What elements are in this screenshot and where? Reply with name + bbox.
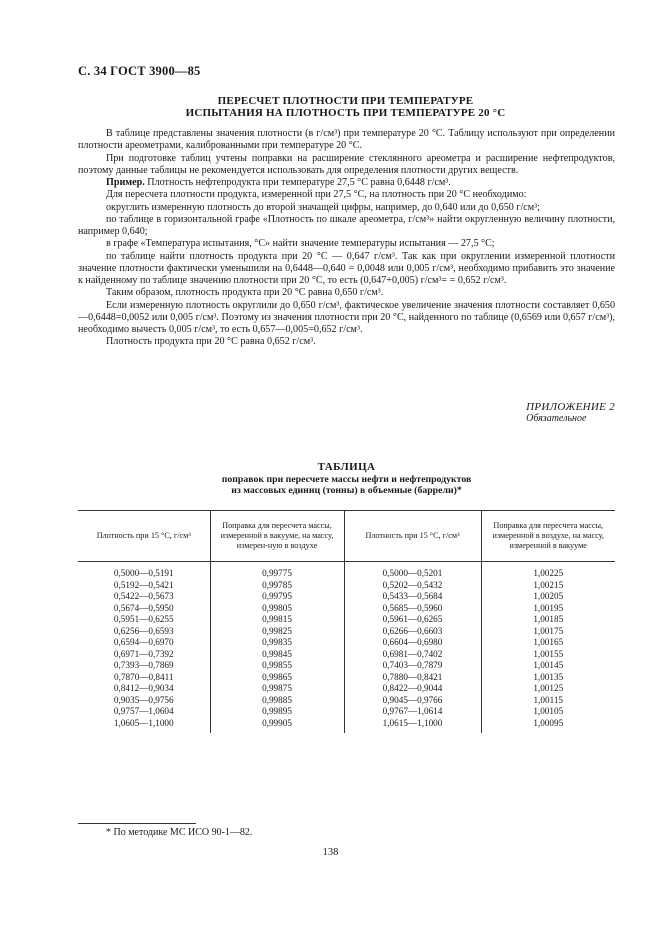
table-cell: 0,5000—0,5201 xyxy=(344,562,481,580)
table-cell: 0,99905 xyxy=(210,718,344,734)
footnote-divider xyxy=(78,823,196,824)
table-row xyxy=(78,603,615,615)
paragraph: в графе «Температура испытания, °С» найти значение температуры испытания — 27,5 °С; xyxy=(106,238,495,250)
example-text: Плотность нефтепродукта при температуре 27,5 °С равна 0,6448 г/см³. xyxy=(144,177,451,188)
table-cell: 0,6594—0,6970 xyxy=(113,637,174,647)
paragraph: Таким образом, плотность продукта при 20 °С равна 0,650 г/см³. xyxy=(106,287,384,299)
section-title xyxy=(78,95,613,119)
table-cell: 0,5000—0,5191 xyxy=(113,568,174,578)
table-cell: 0,99895 xyxy=(210,706,344,718)
table-cell: 1,00145 xyxy=(481,660,615,672)
table-cell: 0,5951—0,6255 xyxy=(113,614,174,624)
table-cell: 0,99815 xyxy=(210,614,344,626)
table-cell: 1,0615—1,1000 xyxy=(344,718,481,734)
table-cell: 0,6981—0,7402 xyxy=(344,649,481,661)
table-cell: 0,99885 xyxy=(210,695,344,707)
page-number: 138 xyxy=(322,847,339,858)
paragraph: Плотность продукта при 20 °С равна 0,652 г/см³. xyxy=(106,336,316,348)
table-cell: 1,00175 xyxy=(481,626,615,638)
table-cell: 1,00195 xyxy=(481,603,615,615)
table-cell: 0,7880—0,8421 xyxy=(344,672,481,684)
table-cell: 0,99865 xyxy=(210,672,344,684)
table-cell: 1,00095 xyxy=(481,718,615,734)
table-row xyxy=(78,683,615,695)
table-cell: 1,00185 xyxy=(481,614,615,626)
table-cell: 1,00155 xyxy=(481,649,615,661)
table-cell: 0,6266—0,6603 xyxy=(344,626,481,638)
column-header: Плотность при 15 °С, г/см³ xyxy=(344,511,481,562)
table-cell: 0,7393—0,7869 xyxy=(113,660,174,670)
table-cell: 0,5202—0,5432 xyxy=(344,580,481,592)
table-cell: 0,9757—1,0604 xyxy=(113,706,174,716)
table-row xyxy=(78,562,615,580)
table-cell: 0,5433—0,5684 xyxy=(344,591,481,603)
table-cell: 0,99805 xyxy=(210,603,344,615)
table-cell: 0,99795 xyxy=(210,591,344,603)
table-subtitle-line-1: поправок при пересчете массы нефти и нефтепродуктов xyxy=(221,473,472,485)
table-cell: 0,5422—0,5673 xyxy=(113,591,174,601)
table-cell: 0,99825 xyxy=(210,626,344,638)
column-header: Поправка для пересчета массы, измеренной в вакууме, на массу, измерен-ную в воздухе xyxy=(210,511,344,562)
table-cell: 1,00125 xyxy=(481,683,615,695)
column-header: Плотность при 15 °С, г/см³ xyxy=(78,511,210,562)
table-row xyxy=(78,660,615,672)
table-cell: 0,8412—0,9034 xyxy=(113,683,174,693)
table-cell: 0,99775 xyxy=(210,562,344,580)
table-cell: 0,9767—1,0614 xyxy=(344,706,481,718)
paragraph: Если измеренную плотность округлили до 0,650 г/см³, фактическое увеличение значения плотности составляет 0,650—0,6448=0,0052 или 0,005 г/см³. Поэтому из значения плотности при 20 °С, найденного по таблице (0,6569 или 0,657 г/см³), необходимо вычесть 0,005 г/см³, то есть 0,657—0,005=0,652 г/см³. xyxy=(78,299,615,335)
appendix-status: Обязательное xyxy=(526,413,587,424)
table-cell: 1,00225 xyxy=(481,562,615,580)
table-header-row xyxy=(78,511,615,562)
table-cell: 1,0605—1,1000 xyxy=(113,717,174,728)
table-cell: 1,00165 xyxy=(481,637,615,649)
table-cell: 0,9045—0,9766 xyxy=(344,695,481,707)
paragraph: Для пересчета плотности продукта, измеренной при 27,5 °С, на плотность при 20 °С необходимо: xyxy=(106,189,527,201)
table-row xyxy=(78,695,615,707)
table-row xyxy=(78,580,615,592)
example-label: Пример. xyxy=(106,177,145,188)
table-cell: 0,7870—0,8411 xyxy=(114,671,174,682)
table-cell: 0,7403—0,7879 xyxy=(344,660,481,672)
table-row xyxy=(78,591,615,603)
table-cell: 0,9035—0,9756 xyxy=(113,694,174,705)
table-cell: 1,00135 xyxy=(481,672,615,684)
paragraph: В таблице представлены значения плотности (в г/см³) при температуре 20 °С. Таблицу используют при определении плотности ареометрами, калиброванными при температуре 20 °С. xyxy=(78,128,615,152)
paragraph: округлить измеренную плотность до второй значащей цифры, например, до 0,640 или до 0,650 г/см³; xyxy=(106,201,540,213)
table-cell: 1,00105 xyxy=(481,706,615,718)
table-row xyxy=(78,706,615,718)
table-row xyxy=(78,637,615,649)
section-title-line-1: ПЕРЕСЧЕТ ПЛОТНОСТИ ПРИ ТЕМПЕРАТУРЕ xyxy=(217,95,474,107)
table-cell: 0,6971—0,7392 xyxy=(113,648,174,659)
example-paragraph xyxy=(78,177,615,189)
table-cell: 0,99845 xyxy=(210,649,344,661)
table-cell: 0,99785 xyxy=(210,580,344,592)
footnote: * По методике МС ИСО 90-1—82. xyxy=(106,827,253,838)
paragraph: по таблице в горизонтальной графе «Плотность по шкале ареометра, г/см³» найти округленную величину плотности, например 0,640; xyxy=(78,213,615,237)
table-cell: 0,99835 xyxy=(210,637,344,649)
table-heading: ТАБЛИЦА xyxy=(317,461,376,473)
table-row xyxy=(78,614,615,626)
table-title xyxy=(78,462,615,497)
table-body xyxy=(78,562,615,734)
table-cell: 0,99875 xyxy=(210,683,344,695)
table-cell: 0,99855 xyxy=(210,660,344,672)
table-row xyxy=(78,672,615,684)
paragraph: При подготовке таблиц учтены поправки на расширение стеклянного ареометра и расширение нефтепродуктов, поэтому данные таблицы не рекомендуется использовать для определения плотности других веществ. xyxy=(78,152,615,176)
table-cell: 0,5674—0,5950 xyxy=(113,602,174,613)
body-text xyxy=(78,128,615,349)
table-row xyxy=(78,718,615,734)
table-row xyxy=(78,649,615,661)
table-row xyxy=(78,626,615,638)
section-title-line-2: ИСПЫТАНИЯ НА ПЛОТНОСТЬ ПРИ ТЕМПЕРАТУРЕ 20 °С xyxy=(185,107,506,119)
table-cell: 0,6256—0,6593 xyxy=(113,625,174,636)
column-header: Поправка для пересчета массы, измеренной в воздухе, на массу, измеренной в вакууме xyxy=(481,511,615,562)
table-cell: 0,5961—0,6265 xyxy=(344,614,481,626)
table-cell: 0,6604—0,6980 xyxy=(344,637,481,649)
table-cell: 1,00205 xyxy=(481,591,615,603)
appendix-label xyxy=(526,401,615,424)
table-subtitle-line-2: из массовых единиц (тонны) в объемные (баррели)* xyxy=(231,485,462,496)
table-cell: 1,00115 xyxy=(481,695,615,707)
correction-table xyxy=(78,510,615,733)
table-cell: 0,8422—0,9044 xyxy=(344,683,481,695)
table-cell: 0,5192—0,5421 xyxy=(113,579,174,590)
paragraph: по таблице найти плотность продукта при 20 °С — 0,647 г/см³. Так как при округлении измеренной плотности значение плотности фактически уменьшили на 0,6448—0,640 = 0,0048 или 0,005 г/см³, необходимо прибавить это значение к найденному по таблице значению плотности при 20 °С, то есть (0,647+0,005) г/см³= = 0,652 г/см³. xyxy=(78,250,615,286)
table-cell: 1,00215 xyxy=(481,580,615,592)
running-head: С. 34 ГОСТ 3900—85 xyxy=(78,64,201,78)
table-cell: 0,5685—0,5960 xyxy=(344,603,481,615)
appendix-title: ПРИЛОЖЕНИЕ 2 xyxy=(526,401,615,413)
